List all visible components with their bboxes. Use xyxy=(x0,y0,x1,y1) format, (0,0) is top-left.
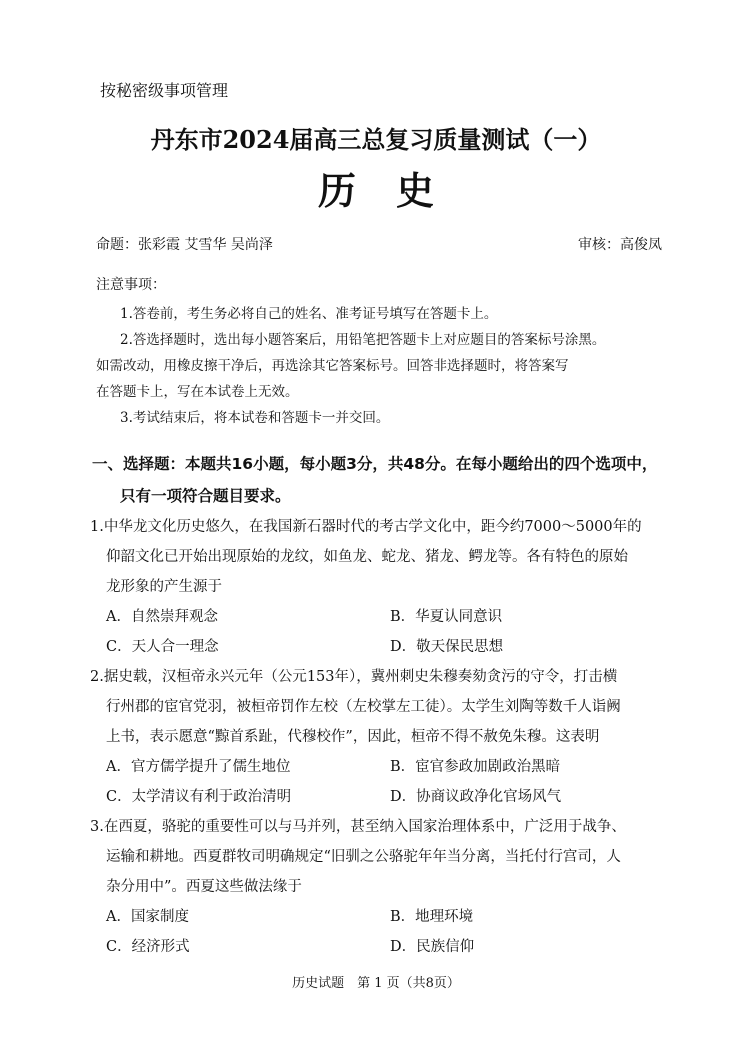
question-2-line: 2.据史载，汉桓帝永兴元年（公元153年），冀州刺史朱穆奏劾贪污的守令，打击横 xyxy=(90,669,618,685)
section-heading-cont: 只有一项符合题目要求。 xyxy=(120,487,291,505)
question-1-option-c: C．天人合一理念 xyxy=(106,639,219,655)
question-1-line: 1.中华龙文化历史悠久，在我国新石器时代的考古学文化中，距今约7000～5000年的 xyxy=(90,519,642,535)
section-heading: 一、选择题：本题共16小题，每小题3分，共48分。在每小题给出的四个选项中， xyxy=(92,455,658,473)
question-2-line: 行州郡的宦官党羽，被桓帝罚作左校（左校掌左工徒）。太学生刘陶等数千人诣阙 xyxy=(106,699,621,715)
authors-line: 命题：张彩霞 艾雪华 吴尚泽 xyxy=(96,237,273,253)
question-3-option-d: D．民族信仰 xyxy=(390,939,475,955)
notice-line: 在答题卡上，写在本试卷上无效。 xyxy=(96,384,299,400)
question-1-option-a: A．自然崇拜观念 xyxy=(106,609,218,625)
notice-title: 注意事项： xyxy=(96,277,166,293)
notice-line: 如需改动，用橡皮擦干净后，再选涂其它答案标号。回答非选择题时，将答案写 xyxy=(96,358,569,374)
question-2-option-a: A．官方儒学提升了儒生地位 xyxy=(106,759,291,775)
question-3-line: 3.在西夏，骆驼的重要性可以与马并列，甚至纳入国家治理体系中，广泛用于战争、 xyxy=(90,819,626,835)
question-2-option-d: D．协商议政净化官场风气 xyxy=(390,789,562,805)
question-3-option-b: B．地理环境 xyxy=(390,909,474,925)
question-1-option-b: B．华夏认同意识 xyxy=(390,609,503,625)
question-3-line: 运输和耕地。西夏群牧司明确规定“旧驯之公骆驼年年当分离，当托付行宫司，人 xyxy=(106,849,621,865)
reviewer-line: 审核：高俊凤 xyxy=(578,237,662,253)
question-3-line: 杂分用中”。西夏这些做法缘于 xyxy=(106,879,302,895)
question-2-option-c: C．太学清议有利于政治清明 xyxy=(106,789,292,805)
question-2-option-b: B．宦官参政加剧政治黑暗 xyxy=(390,759,561,775)
notice-line: 2.答选择题时，选出每小题答案后，用铅笔把答题卡上对应题目的答案标号涂黑。 xyxy=(120,332,606,348)
question-2-line: 上书，表示愿意“黥首系趾，代穆校作”，因此，桓帝不得不赦免朱穆。这表明 xyxy=(106,729,600,745)
question-3-option-c: C．经济形式 xyxy=(106,939,190,955)
page-footer: 历史试题 第 1 页（共8页） xyxy=(292,976,460,991)
notice-line: 1.答卷前，考生务必将自己的姓名、准考证号填写在答题卡上。 xyxy=(120,306,498,322)
notice-line: 3.考试结束后，将本试卷和答题卡一并交回。 xyxy=(120,410,390,426)
exam-title: 丹东市2024届高三总复习质量测试（一） xyxy=(150,125,602,154)
secret-level-label: 按秘密级事项管理 xyxy=(100,81,229,100)
question-1-line: 龙形象的产生源于 xyxy=(106,579,222,595)
question-3-option-a: A．国家制度 xyxy=(106,909,189,925)
question-1-option-d: D．敬天保民思想 xyxy=(390,639,504,655)
question-1-line: 仰韶文化已开始出现原始的龙纹，如鱼龙、蛇龙、猪龙、鳄龙等。各有特色的原始 xyxy=(106,549,628,565)
subject-title: 历史 xyxy=(317,168,474,213)
